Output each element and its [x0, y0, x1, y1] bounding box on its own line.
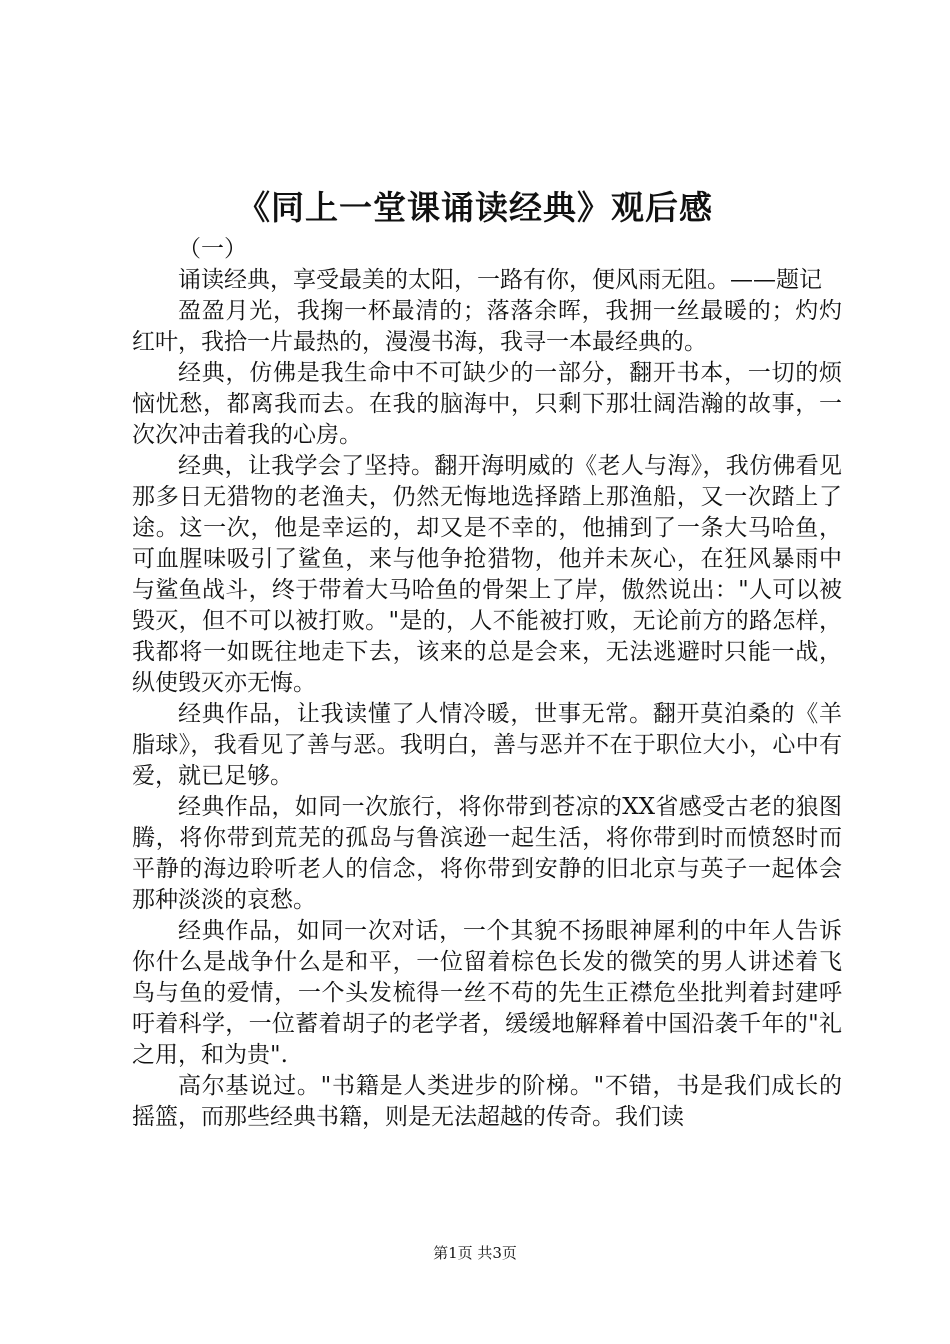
paragraph: 高尔基说过。"书籍是人类进步的阶梯。"不错，书是我们成长的摇篮，而那些经典书籍，则是无法超越的传奇。我们读 — [132, 1073, 842, 1130]
paragraph: 诵读经典，享受最美的太阳，一路有你，便风雨无阻。——题记 — [178, 267, 822, 293]
page-footer: 第1页 共3页 — [433, 1244, 517, 1262]
paragraph: 经典作品，让我读懂了人情冷暖，世事无常。翻开莫泊桑的《羊脂球》，我看见了善与恶。我明白，善与恶并不在于职位大小，心中有爱，就已足够。 — [132, 701, 842, 789]
section-label: （一） — [178, 236, 247, 262]
document-title: 《同上一堂课诵读经典》观后感 — [237, 188, 713, 227]
document-body — [132, 234, 842, 1133]
paragraph: 经典作品，如同一次对话，一个其貌不扬眼神犀利的中年人告诉你什么是战争什么是和平，一位留着棕色长发的微笑的男人讲述着飞鸟与鱼的爱情，一个头发梳得一丝不苟的先生正襟危坐批判着封建呼吁着科学，一位蓄着胡子的老学者，缓缓地解释着中国沿袭千年的"礼之用，和为贵". — [132, 918, 842, 1068]
paragraph: 经典，让我学会了坚持。翻开海明威的《老人与海》，我仿佛看见那多日无猎物的老渔夫，仍然无悔地选择踏上那渔船，又一次踏上了途。这一次，他是幸运的，却又是不幸的，他捕到了一条大马哈鱼，可血腥味吸引了鲨鱼，来与他争抢猎物，他并未灰心，在狂风暴雨中与鲨鱼战斗，终于带着大马哈鱼的骨架上了岸，傲然说出："人可以被毁灭，但不可以被打败。"是的，人不能被打败，无论前方的路怎样，我都将一如既往地走下去，该来的总是会来，无法逃避时只能一战，纵使毁灭亦无悔。 — [132, 453, 842, 696]
paragraph: 经典作品，如同一次旅行，将你带到苍凉的XX省感受古老的狼图腾，将你带到荒芜的孤岛与鲁滨逊一起生活，将你带到时而愤怒时而平静的海边聆听老人的信念，将你带到安静的旧北京与英子一起体会那种淡淡的哀愁。 — [132, 794, 842, 913]
paragraph: 经典，仿佛是我生命中不可缺少的一部分，翻开书本，一切的烦恼忧愁，都离我而去。在我的脑海中，只剩下那壮阔浩瀚的故事，一次次冲击着我的心房。 — [132, 360, 842, 448]
paragraph: 盈盈月光，我掬一杯最清的；落落余晖，我拥一丝最暖的；灼灼红叶，我拾一片最热的，漫漫书海，我寻一本最经典的。 — [132, 298, 842, 355]
